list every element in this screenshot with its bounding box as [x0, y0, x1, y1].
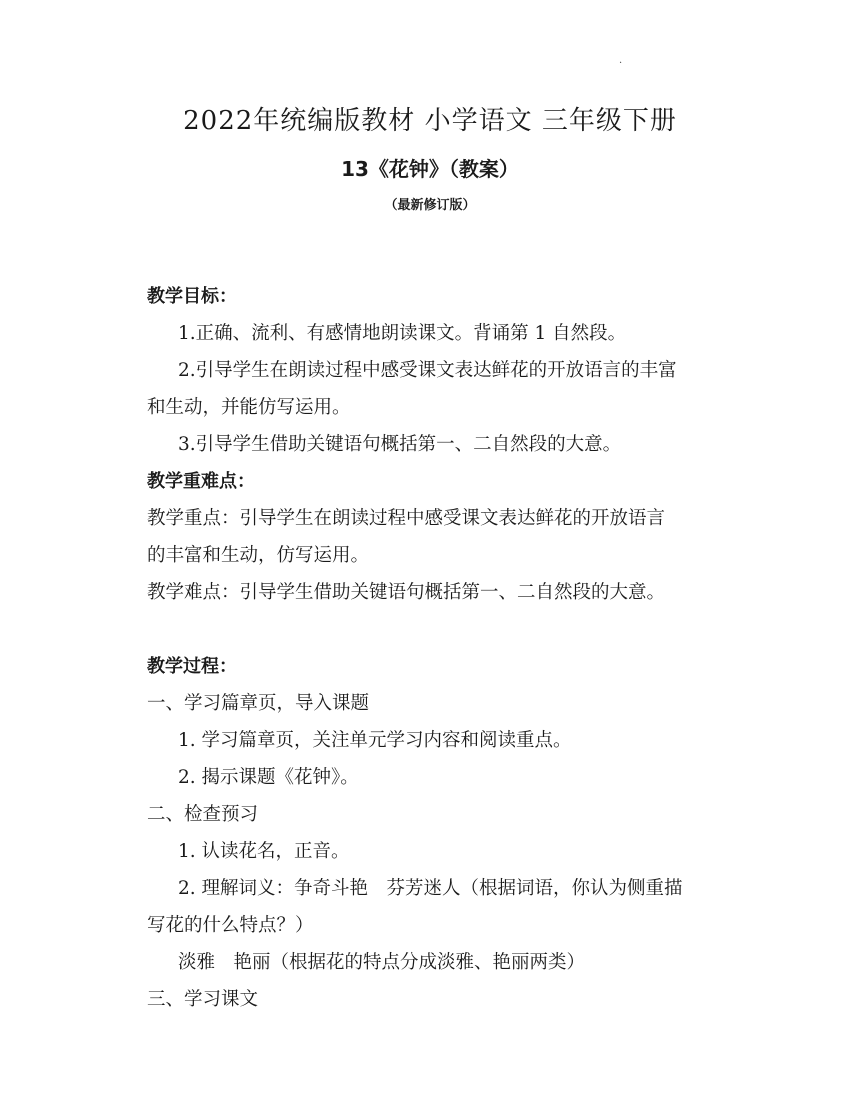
document-title: 2022年统编版教材 小学语文 三年级下册: [183, 106, 677, 136]
section-2-title: 二、检查预习: [147, 804, 259, 825]
section-2-item-3: 淡雅 艳丽（根据花的特点分成淡雅、艳丽两类）: [178, 952, 586, 973]
teaching-focus-continued: 的丰富和生动，仿写运用。: [147, 545, 370, 566]
objective-item-2: 2.引导学生在朗读过程中感受课文表达鲜花的开放语言的丰富: [178, 360, 677, 381]
section-2-item-1: 1. 认读花名，正音。: [178, 841, 350, 862]
section-1-title: 一、学习篇章页，导入课题: [147, 693, 370, 714]
objective-item-3: 3.引导学生借助关键语句概括第一、二自然段的大意。: [178, 434, 622, 455]
edition-note: （最新修订版）: [384, 198, 476, 213]
teaching-focus: 教学重点：引导学生在朗读过程中感受课文表达鲜花的开放语言: [147, 508, 666, 529]
section-gap: [147, 611, 713, 648]
page-dot: ·: [619, 58, 623, 69]
lesson-title: 13《花钟》（教案）: [341, 157, 519, 181]
section-1-item-2: 2. 揭示课题《花钟》。: [178, 767, 359, 788]
teaching-difficulty: 教学难点：引导学生借助关键语句概括第一、二自然段的大意。: [147, 582, 666, 603]
document-body: [147, 278, 713, 1018]
section-3-title: 三、学习课文: [147, 989, 259, 1010]
process-heading: 教学过程：: [147, 656, 237, 677]
objective-item-2-continued: 和生动，并能仿写运用。: [147, 397, 351, 418]
key-points-heading: 教学重难点：: [147, 471, 255, 492]
section-2-item-2-continued: 写花的什么特点？）: [147, 915, 314, 936]
objective-item-1: 1.正确、流利、有感情地朗读课文。背诵第 1 自然段。: [178, 323, 627, 344]
objectives-heading: 教学目标：: [147, 286, 237, 307]
section-2-item-2: 2. 理解词义：争奇斗艳 芬芳迷人（根据词语，你认为侧重描: [178, 878, 683, 899]
section-1-item-1: 1. 学习篇章页，关注单元学习内容和阅读重点。: [178, 730, 572, 751]
